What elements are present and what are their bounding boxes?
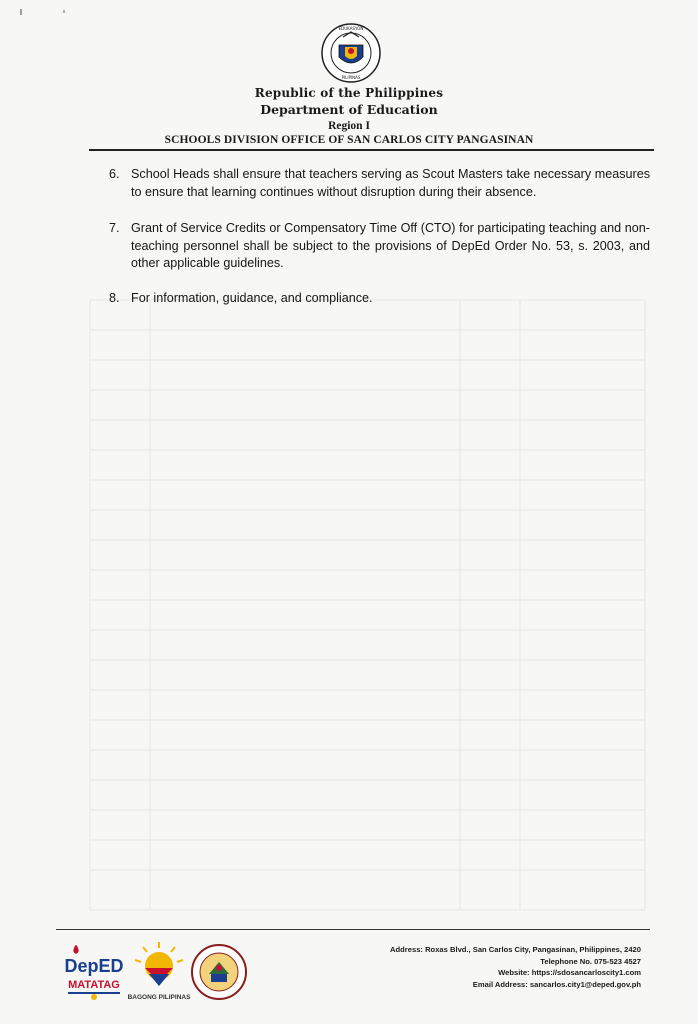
deped-seal-logo	[321, 23, 381, 83]
sdo-san-carlos-seal	[191, 944, 247, 1000]
item-text: School Heads shall ensure that teachers serving as Scout Masters take necessary measures to ensure that learning continues without disruption during their absence.	[131, 167, 650, 199]
bagong-pilipinas-text: BAGONG PILIPINAS	[127, 994, 191, 1001]
header-department: Department of Education	[260, 102, 438, 117]
footer-email[interactable]: Email Address: sancarlos.city1@deped.gov.ph	[472, 979, 641, 989]
item-number: 8.	[109, 291, 120, 305]
footer-address: Address: Roxas Blvd., San Carlos City, Pangasinan, Philippines, 2420	[390, 945, 641, 954]
item-text: Grant of Service Credits or Compensatory Time Off (CTO) for participating teaching and non-teaching personnel shall be subject to the provisions of DepEd Order No. 53, s. 2003, and other applicable guidelines.	[131, 221, 650, 270]
header-divider	[89, 149, 654, 151]
matatag-text: MATATAG	[68, 979, 120, 991]
item-text: For information, guidance, and compliance.	[131, 291, 373, 305]
deped-logo-text: DepED	[64, 956, 124, 976]
scan-marks	[20, 4, 80, 22]
footer-website[interactable]: Website: https://sdosancarloscity1.com	[498, 968, 641, 977]
header-republic: Republic of the Philippines	[254, 86, 444, 100]
item-number: 7.	[109, 221, 120, 235]
footer-contact	[390, 944, 641, 990]
svg-text:EDUKASYON: EDUKASYON	[338, 26, 364, 31]
deped-matatag-logo	[62, 942, 126, 1002]
header-region: Region I	[328, 120, 370, 132]
item-number: 6.	[109, 167, 120, 181]
footer-telephone: Telephone No. 075-523 4527	[540, 956, 641, 966]
bagong-pilipinas-logo	[127, 942, 191, 1002]
footer-divider	[56, 929, 650, 930]
header-office: SCHOOLS DIVISION OFFICE OF SAN CARLOS CITY PANGASINAN	[164, 134, 534, 146]
svg-text:PILIPINAS: PILIPINAS	[341, 75, 361, 80]
